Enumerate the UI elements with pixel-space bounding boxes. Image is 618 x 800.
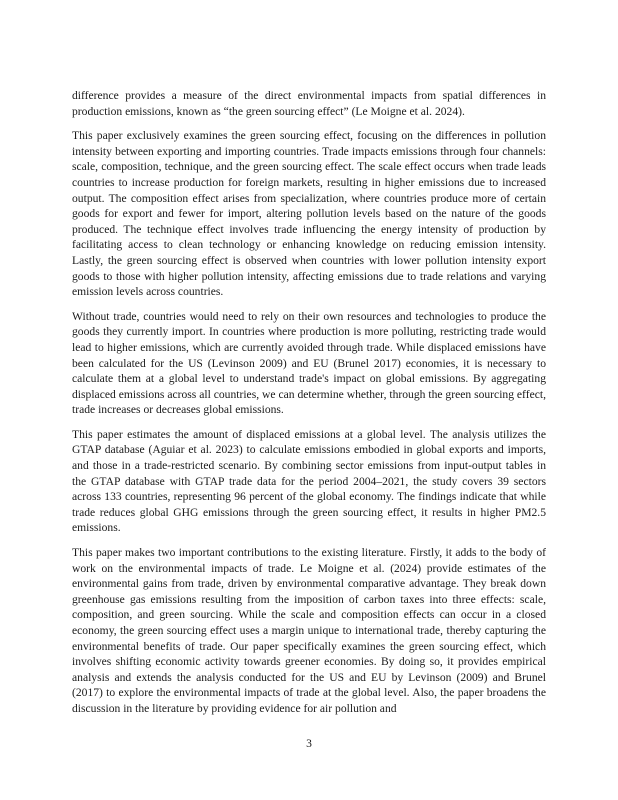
paragraph-1: difference provides a measure of the direct environmental impacts from spatial differences in production emissions, known as “the green sourcing effect” (Le Moigne et al. 2024). <box>72 89 546 118</box>
page-number: 3 <box>306 737 312 750</box>
page-body <box>72 88 546 726</box>
paragraph-2: This paper exclusively examines the green sourcing effect, focusing on the differences in pollution intensity between exporting and importing countries. Trade impacts emissions through four channels: scale, composition, technique, and the green sourcing effect. The scale effect occurs when trade leads countries to increase production for foreign markets, resulting in higher emissions due to increased output. The composition effect arises from specialization, where countries produce more of certain goods for export and fewer for import, altering pollution levels based on the nature of the goods produced. The technique effect involves trade influencing the energy intensity of production by facilitating access to clean technology or enhancing knowledge on reducing emission intensity. Lastly, the green sourcing effect is observed when countries with lower pollution intensity export goods to those with higher pollution intensity, affecting emissions due to trade relations and varying emission levels across countries. <box>72 129 546 299</box>
paragraph-4: This paper estimates the amount of displaced emissions at a global level. The analysis utilizes the GTAP database (Aguiar et al. 2023) to calculate emissions embodied in global exports and imports, and those in a trade-restricted scenario. By combining sector emissions from input-output tables in the GTAP database with GTAP trade data for the period 2004–2021, the study covers 39 sectors across 133 countries, representing 96 percent of the global economy. The findings indicate that while trade reduces global GHG emissions through the green sourcing effect, it results in higher PM2.5 emissions. <box>72 427 546 535</box>
paragraph-3: Without trade, countries would need to rely on their own resources and technologies to produce the goods they currently import. In countries where production is more polluting, restricting trade would lead to higher emissions, which are currently avoided through trade. While displaced emissions have been calculated for the US (Levinson 2009) and EU (Brunel 2017) economies, it is necessary to calculate them at a global level to understand trade's impact on global emissions. By aggregating displaced emissions across all countries, we can determine whether, through the green sourcing effect, trade increases or decreases global emissions. <box>72 309 546 417</box>
paragraph-5: This paper makes two important contributions to the existing literature. Firstly, it adds to the body of work on the environmental impacts of trade. Le Moigne et al. (2024) provide estimates of the environmental gains from trade, driven by environmental comparative advantage. They break down greenhouse gas emissions resulting from the imposition of carbon taxes into three effects: scale, composition, and green sourcing. While the scale and composition effects can occur in a closed economy, the green sourcing effect uses a margin unique to international trade, thereby capturing the environmental benefits of trade. Our paper specifically examines the green sourcing effect, which involves shifting economic activity towards greener economies. By doing so, it provides empirical analysis and extends the analysis conducted for the US and EU by Levinson (2009) and Brunel (2017) to explore the environmental impacts of trade at the global level. Also, the paper broadens the discussion in the literature by providing evidence for air pollution and <box>72 546 546 715</box>
